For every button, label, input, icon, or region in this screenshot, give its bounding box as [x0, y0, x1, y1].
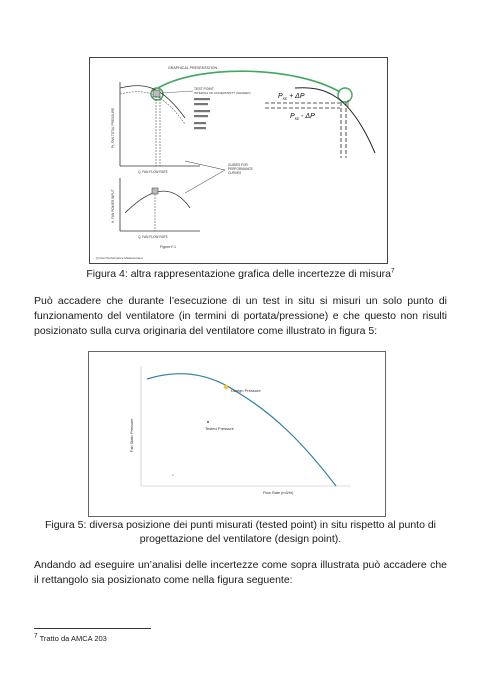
- figure-5-caption: [34, 518, 447, 546]
- footnote-number: 7: [34, 632, 38, 640]
- fig4-side-label-2: PERFORMANCE: [228, 167, 253, 171]
- fig4-header: GRAPHICAL PRESENTATION: [168, 66, 218, 70]
- fig4-footer: (c) Fan Performance Measurement: [96, 256, 143, 260]
- figure-4-image: [89, 57, 388, 264]
- fig4-bottom-xlabel: Q, FAN FLOW RATE: [138, 235, 168, 239]
- fig4-inset-lower-label: $P_{sc}$ - ΔP: [290, 113, 315, 121]
- figure-5-image: [88, 351, 386, 517]
- caption-5-line-2: progettazione del ventilatore (design point).: [139, 533, 342, 545]
- footnote: [34, 634, 107, 644]
- fig4-inset-upper-label: $P_{sc} + \Delta P$: [278, 93, 305, 101]
- figure-4-caption: [34, 267, 447, 281]
- fig5-design-point: [224, 385, 228, 389]
- figure-5-chart: [89, 352, 385, 516]
- fig4-figure-label: Figure F.1: [160, 245, 176, 249]
- fig4-uncertainty-box: [153, 90, 160, 97]
- paragraph-2: Andando ad eseguire un’analisi delle incertezze come sopra illustrata può accadere che il rettangolo sia posizionato come nella figura seguente:: [34, 559, 447, 586]
- figure-4-drawing: [90, 58, 387, 263]
- fig5-design-label: Design Pressure: [231, 388, 261, 393]
- fig4-top-curve-band: [120, 92, 185, 124]
- fig4-inset-curve: [295, 88, 375, 153]
- caption-5-line-1: Figura 5: diversa posizione dei punti misurati (tested point) in situ rispetto al punto di: [44, 519, 437, 531]
- fig4-bottom-ylabel: H, FAN POWER INPUT: [111, 189, 115, 223]
- fig4-pointer: [162, 91, 193, 93]
- footnote-divider: [34, 628, 151, 629]
- fig4-top-xlabel: Q, FAN FLOW RATE: [138, 170, 168, 174]
- fig4-guide-arrow-2: [185, 170, 225, 193]
- fig4-side-label-3: CURVES: [228, 171, 242, 175]
- fig4-interval-label: INTERVAL OF UNCERTAINTY (SHADED): [194, 91, 251, 95]
- fig5-tested-point: [207, 421, 209, 423]
- fig4-top-ylabel: Pt, FAN TOTAL PRESSURE: [111, 107, 115, 148]
- fig4-annotation-block: [194, 98, 210, 129]
- footnote-text: Tratto da AMCA 203: [37, 634, 107, 643]
- fig5-xlabel: Flow Rate (m3/hr): [263, 491, 294, 495]
- caption-4-text: Figura 4: altra rappresentazione grafica delle incertezze di misura: [86, 268, 392, 280]
- fig4-bottom-box: [152, 188, 158, 194]
- paragraph-1: Può accadere che durante l’esecuzione di un test in situ si misuri un solo punto di funzionamento del ventilatore (in termini di portata/pressione) e che questo non risulti posizionato sulla curva originaria del ventilatore come illustrato in figura 5:: [34, 295, 447, 337]
- fig5-ylabel: Fan Static Pressure: [130, 418, 134, 452]
- caption-4-note-ref: 7: [391, 267, 395, 275]
- fig4-side-label-1: GUIDES FOR: [228, 163, 248, 167]
- fig5-tested-label: Tested Pressure: [205, 426, 234, 431]
- fig4-test-point-label: TEST POINT: [194, 87, 214, 91]
- fig4-guide-arrow-1: [185, 161, 225, 170]
- fig4-bottom-curve: [125, 191, 190, 213]
